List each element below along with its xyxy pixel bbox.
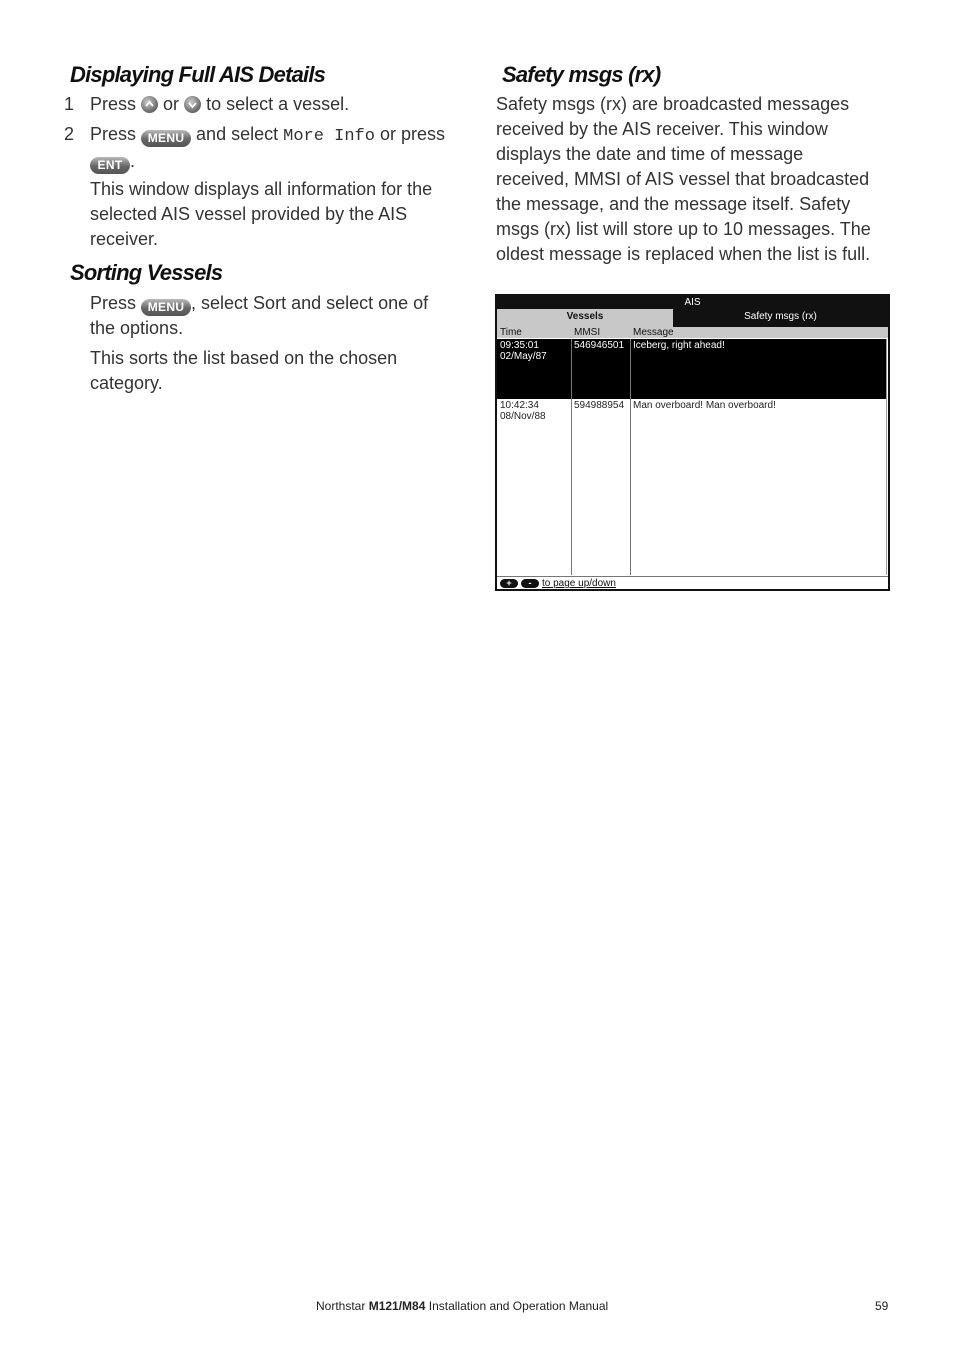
cell-message: Man overboard! Man overboard! (633, 400, 776, 411)
column-header-mmsi: MMSI (574, 327, 601, 338)
cell-date: 08/Nov/88 (500, 411, 546, 422)
plus-button-icon[interactable]: + (500, 579, 518, 588)
table-row-selected[interactable] (497, 339, 886, 399)
footer-brand: Northstar (316, 1299, 366, 1313)
page-footer (316, 1299, 608, 1313)
sort-text: , select Sort and select one of the options. (90, 293, 429, 338)
ais-window-footer (497, 576, 888, 590)
minus-button-icon[interactable]: - (521, 579, 539, 588)
menu-option-code: More Info (283, 127, 375, 146)
footer-title: Installation and Operation Manual (428, 1299, 609, 1313)
paragraph-ais-details: This window displays all information for the selected AIS vessel provided by the AIS receiver. (90, 179, 433, 249)
menu-button-icon: MENU (141, 130, 191, 147)
step-number: 2 (64, 124, 75, 144)
column-divider (630, 339, 631, 575)
paragraph-sort-result: This sorts the list based on the chosen category. (90, 348, 398, 393)
step-text: to select a vessel. (206, 94, 350, 114)
ent-button-icon: ENT (90, 157, 130, 174)
step-number: 1 (64, 94, 75, 114)
cell-mmsi: 594988954 (574, 400, 625, 411)
cell-date: 02/May/87 (500, 351, 547, 362)
column-header-time: Time (500, 327, 522, 338)
tab-vessels[interactable]: Vessels (497, 309, 673, 327)
up-arrow-icon (141, 96, 158, 113)
table-header (497, 327, 888, 338)
column-divider (571, 339, 572, 575)
table-row[interactable] (497, 399, 886, 459)
step-text: . (130, 151, 136, 171)
sort-text: Press (90, 293, 137, 313)
cell-mmsi: 546946501 (574, 340, 625, 351)
step-text: Press (90, 124, 137, 144)
column-header-message: Message (633, 327, 674, 338)
message-list (497, 339, 887, 575)
ais-window (495, 294, 890, 591)
step-text: Press (90, 94, 137, 114)
heading-sorting-vessels: Sorting Vessels (70, 260, 223, 285)
cell-time: 10:42:34 (500, 400, 539, 411)
page-number: 59 (875, 1299, 889, 1313)
step-text: or (163, 94, 180, 114)
down-arrow-icon (184, 96, 201, 113)
footer-model: M121/M84 (368, 1299, 426, 1313)
cell-message: Iceberg, right ahead! (633, 340, 725, 351)
cell-time: 09:35:01 (500, 340, 539, 351)
step-text: and select (196, 124, 279, 144)
tab-safety-msgs[interactable]: Safety msgs (rx) (673, 309, 888, 327)
menu-button-icon: MENU (141, 299, 191, 316)
page-hint: to page up/down (542, 578, 616, 589)
heading-displaying-full-ais-details: Displaying Full AIS Details (70, 62, 326, 87)
ais-window-title: AIS (497, 296, 888, 309)
step-text: or press (379, 124, 445, 144)
heading-safety-msgs: Safety msgs (rx) (502, 62, 661, 87)
paragraph-safety-msgs: Safety msgs (rx) are broadcasted messages received by the AIS receiver. This window displays the date and time of message received, MMSI of AIS vessel that broadcasted the message, and the message itself. Safety msgs (rx) list will store up to 10 messages. The oldest message is replaced when the list is full. (496, 94, 871, 264)
paragraph-sort-instructions (90, 291, 450, 341)
